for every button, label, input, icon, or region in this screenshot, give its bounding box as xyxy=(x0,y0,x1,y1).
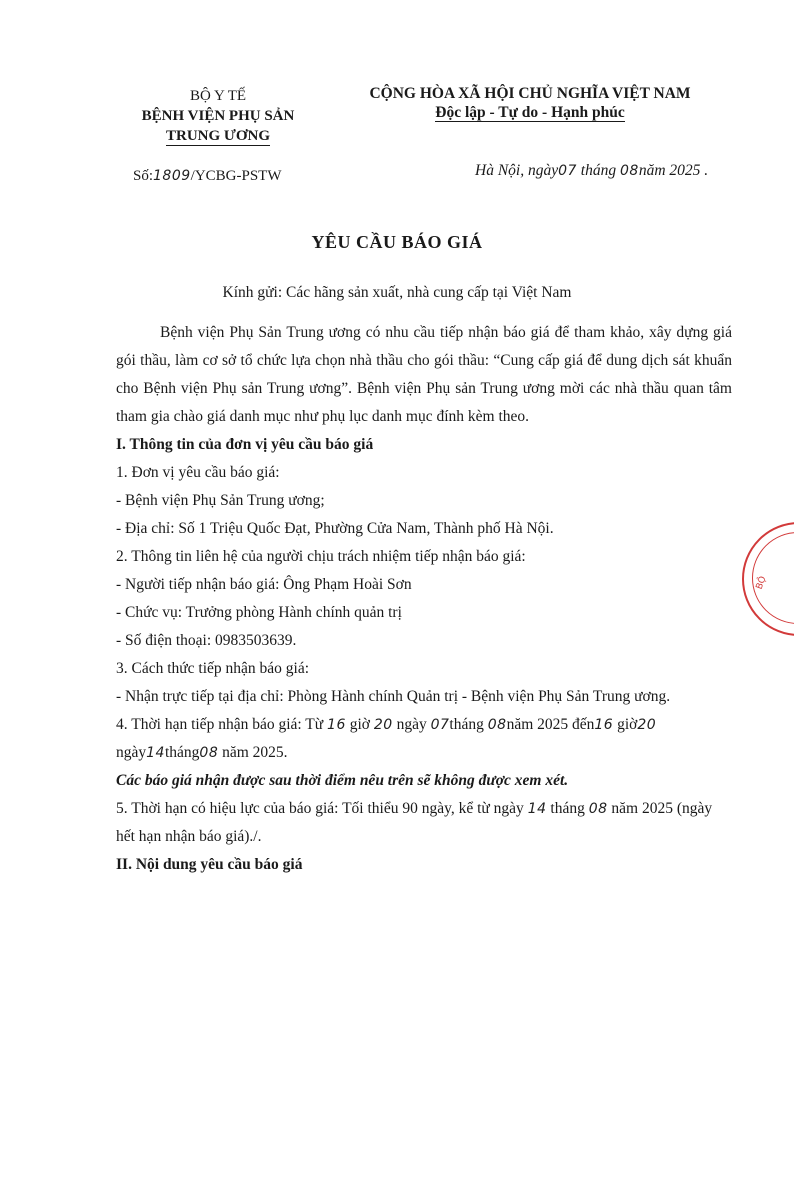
issuing-agency-header xyxy=(118,86,318,146)
receipt-method: - Nhận trực tiếp tại địa chỉ: Phòng Hành chính Quản trị - Bệnh viện Phụ Sản Trung ương. xyxy=(116,688,671,705)
handwritten-number: 1809 xyxy=(153,168,191,184)
handwritten-validity-month: 08 xyxy=(588,801,608,817)
late-submission-note: Các báo giá nhận được sau thời điểm nêu trên sẽ không được xem xét. xyxy=(116,772,569,789)
unit-address: - Địa chỉ: Số 1 Triệu Quốc Đạt, Phường Cửa Nam, Thành phố Hà Nội. xyxy=(116,520,554,537)
item-1: 1. Đơn vị yêu cầu báo giá: xyxy=(116,464,280,481)
national-header xyxy=(345,84,715,122)
handwritten-hour-end: 16 xyxy=(594,717,614,733)
section-1-heading: I. Thông tin của đơn vị yêu cầu báo giá xyxy=(116,436,374,453)
receiver-phone: - Số điện thoại: 0983503639. xyxy=(116,632,297,649)
national-motto: Độc lập - Tự do - Hạnh phúc xyxy=(435,104,625,121)
receiver-name: - Người tiếp nhận báo giá: Ông Phạm Hoài Sơn xyxy=(116,576,412,593)
handwritten-day: 07 xyxy=(558,163,577,179)
document-number: Số:1809/YCBG-PSTW xyxy=(133,168,282,184)
hospital-name: BỆNH VIỆN PHỤ SẢN xyxy=(141,108,295,124)
handwritten-day-start: 07 xyxy=(430,717,450,733)
recipient-line: Kính gửi: Các hãng sản xuất, nhà cung cấp tại Việt Nam xyxy=(222,284,572,301)
handwritten-hour-start: 16 xyxy=(327,717,346,733)
hospital-name-line2: TRUNG ƯƠNG xyxy=(165,128,271,144)
unit-name: - Bệnh viện Phụ Sản Trung ương; xyxy=(116,492,325,509)
national-title: CỘNG HÒA XÃ HỘI CHỦ NGHĨA VIỆT NAM xyxy=(369,85,691,102)
document-title: YÊU CẦU BÁO GIÁ xyxy=(311,232,483,252)
handwritten-month-end: 08 xyxy=(199,745,219,761)
handwritten-validity-day: 14 xyxy=(527,801,547,817)
handwritten-minute-start: 20 xyxy=(373,717,393,733)
document-date: Hà Nội, ngày07 tháng 08năm 2025 . xyxy=(475,162,709,179)
section-2-heading: II. Nội dung yêu cầu báo giá xyxy=(116,856,303,873)
item-4-deadline: 4. Thời hạn tiếp nhận báo giá: Từ 16 giờ 20 ngày 07tháng 08năm 2025 đến16 giờ20 ngày14tháng08 năm 2025. xyxy=(116,716,657,761)
item-3: 3. Cách thức tiếp nhận báo giá: xyxy=(116,660,310,677)
seal-text: BỘ xyxy=(754,575,769,591)
item-5-validity: 5. Thời hạn có hiệu lực của báo giá: Tối thiểu 90 ngày, kể từ ngày 14 tháng 08 năm 2025 (ngày hết hạn nhận báo giá)./. xyxy=(116,800,713,845)
handwritten-month: 08 xyxy=(619,163,639,179)
document-body xyxy=(116,319,732,879)
ministry-name: BỘ Y TẾ xyxy=(189,88,247,104)
handwritten-day-end: 14 xyxy=(146,745,165,761)
handwritten-month-start: 08 xyxy=(487,717,507,733)
intro-paragraph: Bệnh viện Phụ Sản Trung ương có nhu cầu tiếp nhận báo giá để tham khảo, xây dựng giá gói thầu, làm cơ sở tổ chức lựa chọn nhà thầu cho gói thầu: “Cung cấp giá để dung dịch sát khuẩn cho Bệnh viện Phụ sản Trung ương”. Bệnh viện Phụ sản Trung ương mời các nhà thầu quan tâm tham gia chào giá danh mục như phụ lục danh mục đính kèm theo. xyxy=(116,324,732,425)
item-2: 2. Thông tin liên hệ của người chịu trách nhiệm tiếp nhận báo giá: xyxy=(116,548,526,565)
handwritten-minute-end: 20 xyxy=(637,717,657,733)
receiver-position: - Chức vụ: Trưởng phòng Hành chính quản trị xyxy=(116,604,402,621)
